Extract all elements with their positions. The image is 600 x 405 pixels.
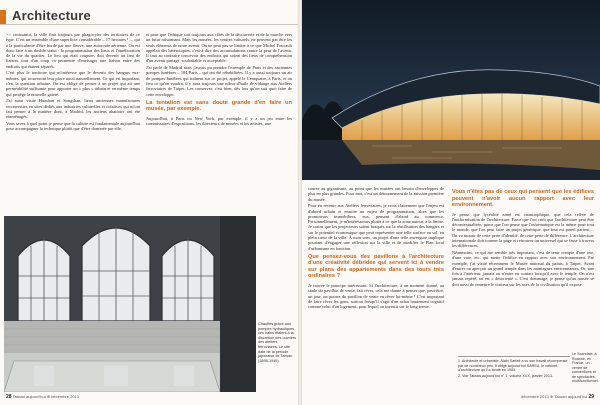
paragraph: Vous savez à quel point je pense que la culture est fondamentale aujourd'hui pour accompagner la technique plutôt que d'être dominée par elle, <box>6 120 140 132</box>
footer-publication: décembre 2013 ⊕ Taiwan aujourd'hui <box>521 394 588 399</box>
right-page <box>302 0 600 405</box>
left-column-1 <box>6 32 140 133</box>
header-rule <box>0 24 298 25</box>
left-column-2 <box>146 32 292 128</box>
section-rubric <box>0 4 92 22</box>
building-illustration <box>302 0 600 180</box>
footnotes <box>458 356 570 379</box>
paragraph: J'ai aussi visité Huashan et Songshan, lieux anciennes manufactures reconverties en sites dédiés aux industries culturelles et créatives qui m'ont fait penser à la matière dont, à Madrid, les anciens abattoirs ont été réaménagés. <box>6 98 140 120</box>
paragraph: Néanmoins, ce qui me semble très important, c'est de tenir compte d'une axe, d'une voie, etc. qui mette l'édifice en rapport avec son environnement. Par exemple, j'ai visité récemment le Musée national du palais, à Taipei. Avant d'entrer on aperçoit un grand temple dans les montagnes environnantes. Or, une fois à l'intérieur, jamais on n'entre en contact lorsqu'il avec le temple. On n'est jamais repéré, on est « désorienté ». C'est dommage, je pense qu'un musée se doit aussi de remettre le visiteur sur les axes de la civilisation qu'il expose. <box>452 249 594 287</box>
photo-caption: Le Scandale, à Roanne, en France, un centre de conventions et de spectacles, multifonctionnel. <box>572 352 599 383</box>
footer-publication: Taiwan aujourd'hui ⊕ décembre 2013 <box>12 394 79 399</box>
paragraph: Je trouve le principe intéressant. Si l'architecture, à un moment donné, au stade du pavillon de vente, fait rêver, cela me donne à penser que, peut-être, un jour, on pourra du pavillon de vente en rêver lui-même ! C'est important de faire rêver les gens, surtout lorsqu'il s'agit d'un achat hautement cognitif comme celui d'un logement, pour lequel on investit sur le long terme. <box>308 282 444 310</box>
footnote: 2. Voir Taiwan aujourd'hui n° 1, volume XXX, janvier 2013. <box>458 373 553 378</box>
page-footer <box>521 394 594 400</box>
left-page <box>0 0 298 405</box>
right-column-1 <box>308 186 444 311</box>
paragraph: C'est plus le territoire qui m'intéresse que le devenir des hangars eux-mêmes, qui trouveront leur place aussi naturellement. Ce qui est important, c'est la question urbaine. On est obligé de penser à un projet qui ait une perméabilité suffisante pour apporter un « plus » urbain et en même temps qui protège la nouvelle gaieté. <box>6 70 140 97</box>
section-title: Architecture <box>12 8 91 23</box>
right-column-2 <box>452 186 594 288</box>
interview-question: Que pensez-vous des pavillons à l'architecture d'une créativité débridée qui servent ici à vendre sur plans des appartements dans des tours très ordinaires ? <box>308 253 444 280</box>
rubric-accent-bar <box>0 10 6 24</box>
photo-caption: Chauffés grâce aux pompes hydrauliques, ces bains étaient à la discrétion des ouvriers des ateliers ferroviaires. Le site date de la période japonaise de Taiwan (1895-1945). <box>258 322 296 363</box>
interview-question: Vous n'êtes pas de ceux qui pensent que les édifices peuvent n'avoir aucun rapport avec leur environnement. <box>452 189 594 208</box>
paragraph: Pour en revenir aux Ateliers ferroviaires, je crois clairement que l'enjeu est d'abord urbain et ensuite un enjeu de programmation, alors que les promoteurs immobiliers, eux, pensent d'abord au commerce. Personnellement, je m'intéresserais plutôt à ce que la zone autour, à la limite. Je crains que les projecteurs soient braqués sur la réutilisation des hangars et sur le potentiel économique que peut représenter une telle surface en sol, en plein cœur de la ville. À mon sens, un projet d'une telle envergure implique pourtant d'engager une réflexion sur la ville et de modifier le Plan local d'urbanisme en fonction. <box>308 203 444 251</box>
paragraph: >> croissance, la ville finit toujours par phagocyter des territoires de ce type. C'est un ensemble d'une superficie considérable – 17 hectares ¹ –, qui a la particularité d'être bordé par une fleuve, une autoroute aérienne. On est donc face à un double statut : la programmation des lieux et l'amélioration de la vie du quartier. Le lieu qui était coupure, doit devenir un lieu de liaison, tout d'un coup va permettre d'envisager une liaison entre des endroits qui étaient séparés. <box>6 32 140 69</box>
page-number: 29 <box>588 394 594 400</box>
bathhouse-photo <box>4 216 256 392</box>
interview-question: La tentation est sans doute grande d'en faire un musée, par exemple. <box>146 99 292 113</box>
page-number: 28 <box>6 394 12 400</box>
paragraph: J'ai parlé de Madrid mais j'aurais pu prendre l'exemple de Paris et des anciennes pompes funèbres – 104 Paris – qui ont été réhabilitées. Il y a aussi toujours un air de pompes funèbres qui traînent sur ce projet, appelé le Centquatre, à Paris, et on fera ce qu'on voudra, il y aura toujours une odeur d'huile de vidange aux Ateliers ferroviaires de Taipei. Les conserver, c'est bien, dès lors qu'on sait quoi faire de cette enveloppe. <box>146 65 292 97</box>
page-footer <box>6 394 79 400</box>
paragraph: et pour que l'éthique soit toujours aux côtés de la découverte et de la marche vers un futur raisonnant. Mais les musées, les centres culturels, ne peuvent pas être les seuls éléments de notre avenir. On ne peut pas se limiter à ce que Michel Foucault appelait des hétérotopies, c'est-à-dire des accumulations contre la peur de l'avenir. Il faut au contraire concevoir des endroits qui soient des lieux de compréhension d'un avenir partagé, souhaitable et acceptable. <box>146 32 292 64</box>
footnote: 1. Architecte et urbaniste, Alain Sarfati a vu son travail récompensé par de nombreux prix. Il dirige aujourd'hui SAREA, le cabinet d'architecture qu'il a fondé en 1983. <box>458 359 568 372</box>
bathhouse-illustration <box>4 216 256 392</box>
paragraph: Je pense que lycéolité aimé est catastrophique, que cela relève de l'uniformisation de l'architecture. Parce que l'on croit que l'architecture peut être décontextualisée, parce que l'on pense que l'informatique est la même pour tout le monde, que l'on peut faire un projet générique, que tout est pareil partout… On va mourir de cette perte d'identité, de cette perte de différence. L'architecture internationale doit tourner la page et retrouver un universel qui se fasse à travers les différences. <box>452 211 594 249</box>
paragraph: Aujourd'hui, à Paris ou New York, par exemple, il y a un jeu entre les commissaires d'expositions, les directeurs de musées et les artistes, une <box>146 115 292 127</box>
building-night-photo <box>302 0 600 180</box>
paragraph: course au gigantisme, au point que les musées ont besoin d'enveloppes de plus en plus grandes. Pour moi, c'est un détournement de la mission première du musée. <box>308 186 444 202</box>
